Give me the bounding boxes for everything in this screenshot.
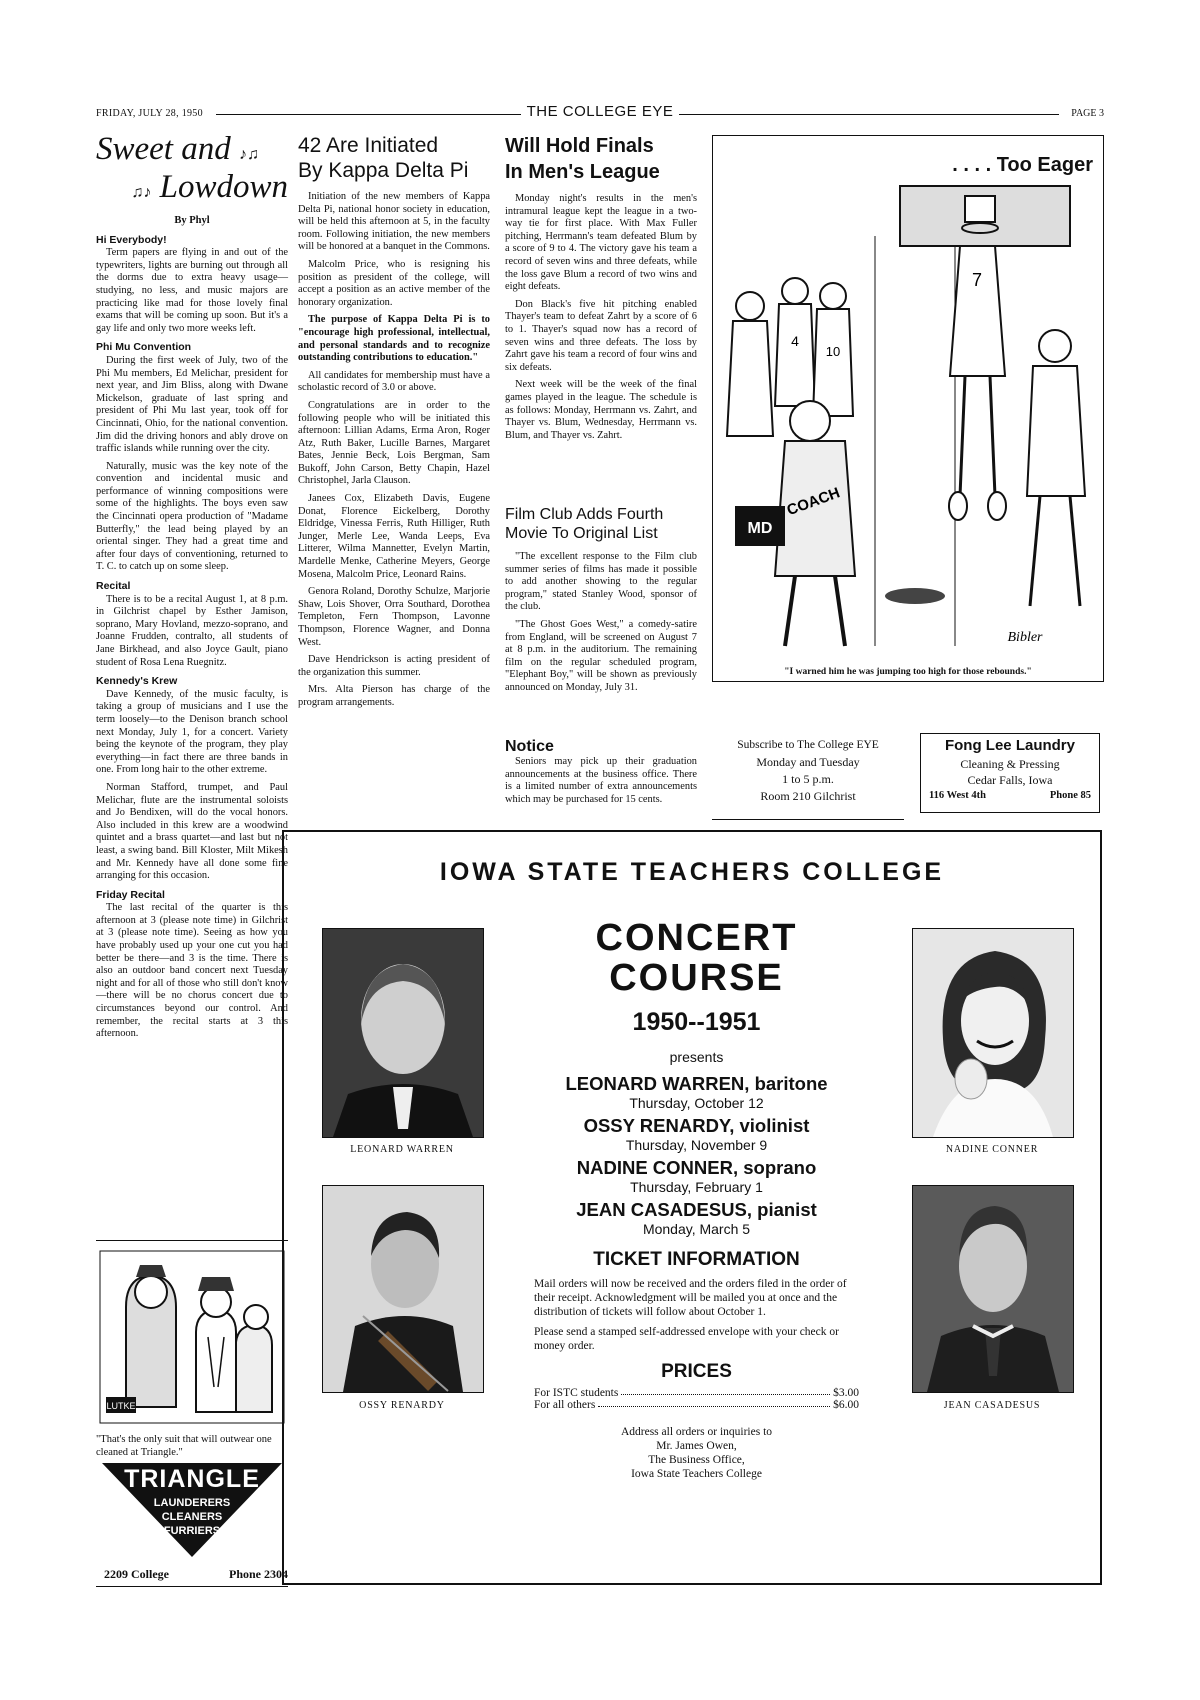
paragraph: Initiation of the new members of Kappa Delta Pi, national honor society in education, will be held this afternoon at 5, in the faculty room. Following initiation, the new members will be honored at a banquet in the Commons. [298, 191, 490, 253]
concert-center-text [514, 832, 879, 1481]
masthead [96, 104, 1104, 124]
paragraph: There is to be a recital August 1, at 8 p.m. in Gilchrist chapel by Esther Jamison, soprano, Mary Hovland, mezzo-soprano, and Joanne Frudden, contralto, all students of Jane Birkhead, and also Joyce Gault, piano student of Rosa Lena Ruegnitz. [96, 593, 288, 668]
portrait-illustration [913, 929, 1073, 1137]
subscribe-line-4: Room 210 Gilchrist [760, 789, 856, 803]
triangle-logo-word: TRIANGLE [124, 1465, 260, 1493]
portrait-illustration [323, 929, 483, 1137]
portrait-illustration [323, 1186, 483, 1392]
sweet-and-lowdown-column [96, 133, 288, 1046]
photo-leonard-warren [322, 928, 484, 1138]
headline: 42 Are Initiated [298, 134, 439, 157]
price-row-others [514, 1399, 879, 1411]
cartoon-panel [712, 135, 1104, 682]
portrait-illustration [913, 1186, 1073, 1392]
triangle-phone: Phone 2304 [228, 1567, 288, 1581]
artist-leonard-warren: LEONARD WARREN, baritone [565, 1073, 828, 1094]
basketball-cartoon [715, 176, 1101, 656]
triangle-line-furriers: FURRIERS [163, 1525, 221, 1537]
paragraph: Malcolm Price, who is resigning his position as president of the college, will accept a position as an active member of the honorary organization. [298, 258, 490, 308]
headline-2: Movie To Original List [505, 525, 658, 542]
price-row-istc [514, 1387, 879, 1399]
paragraph: Genora Roland, Dorothy Schulze, Marjorie Shaw, Lois Shover, Orra Southard, Dorothea Templeton, Fern Thompson, Lavonne Thompson, Florence Wagner, and Donna West. [298, 586, 490, 648]
paragraph: Don Black's five hit pitching enabled Thayer's team to defeat Zahrt by a score of 6 to 1. Thayer's squad now has a record of seven wins and three defeats. The loss by Zahrt gave his team a record of four wins and six defeats. [505, 298, 697, 373]
paragraph: Monday night's results in the men's intramural league kept the league in a two-way tie for first place. With Max Fuller pitching, Herrmann's team defeated Blum by a score of 9 to 4. The victory gave his team a record of seven wins and three defeats, while the loss gave Blum a record of two wins and eight defeats. [505, 193, 697, 293]
cartoon-caption: "I warned him he was jumping too high for those rebounds." [784, 667, 1032, 677]
price-value-others: $6.00 [833, 1399, 859, 1411]
column-title-2: ♫♪ Lowdown [131, 169, 288, 205]
subhead-kennedy: Kennedy's Krew [96, 675, 178, 688]
headline: Will Hold Finals [505, 135, 654, 157]
date-leonard-warren: Thursday, October 12 [629, 1095, 764, 1111]
subhead-phi-mu: Phi Mu Convention [96, 341, 192, 354]
date-ossy-renardy: Thursday, November 9 [625, 1137, 768, 1153]
prices-heading: PRICES [661, 1361, 732, 1382]
column-rule [96, 1586, 288, 1587]
ticket-info-heading: TICKET INFORMATION [593, 1249, 800, 1270]
issue-date: FRIDAY, JULY 28, 1950 [96, 108, 207, 119]
price-label-istc: For ISTC students [534, 1387, 619, 1399]
paragraph: Janees Cox, Elizabeth Davis, Eugene Donat, Florence Eickelberg, Dorothy Eldridge, Vinessa Ferris, Ruth Hilliger, Ruth Junger, Merle Lee, Wanda Leeps, Eva Litterer, Wilma Mannetter, Evelyn Martin, Mardelle Menke, Catherine Meyers, George Mosena, Malcolm Price, Leonard Rains. [298, 493, 490, 580]
kappa-delta-pi-article [298, 133, 490, 715]
artist-nadine-conner: NADINE CONNER, soprano [576, 1157, 817, 1178]
notice-headline: Notice [505, 738, 554, 755]
intro-paragraph: Term papers are flying in and out of the typewriters, lights are burning out through all the dorms due to extra heavy usage—studying, no less, and music majors are practicing like mad for those lovely final exams that will be coming up soon. But it's a gay life and only two more weeks left. [96, 247, 288, 334]
subscribe-line-1: Subscribe to The College EYE [737, 739, 879, 751]
presents-label: presents [669, 1049, 724, 1065]
address-line-4: Iowa State Teachers College [631, 1468, 762, 1480]
headline-2: In Men's League [505, 161, 660, 183]
column-title: Sweet and ♪♫ [96, 131, 259, 167]
photo-nadine-conner [912, 928, 1074, 1138]
concert-title-2: COURSE [609, 957, 784, 999]
paragraph: All candidates for membership must have a scholastic record of 3.0 or above. [298, 369, 490, 394]
fong-lee-city: Cedar Falls, Iowa [967, 773, 1053, 787]
greeting: Hi Everybody! [96, 233, 167, 246]
paragraph: Next week will be the week of the final games played in the league. The schedule is as follows: Monday, Herrmann vs. Zahrt, and Thayer vs. Blum, Wednesday, Herrmann vs. Blum, and Thayer vs. Zahrt. [505, 379, 697, 441]
subhead-friday-recital: Friday Recital [96, 888, 165, 901]
paragraph: Dave Hendrickson is acting president of the organization this summer. [298, 654, 490, 678]
subhead-recital: Recital [96, 580, 131, 593]
fong-lee-phone: Phone 85 [1049, 790, 1091, 801]
price-value-istc: $3.00 [833, 1387, 859, 1399]
triangle-cartoon-illustration [96, 1247, 288, 1427]
address-line-1: Address all orders or inquiries to [620, 1426, 773, 1438]
byline: By Phyl [174, 215, 210, 226]
paragraph: During the first week of July, two of the Phi Mu members, Ed Melichar, president for next year, and Jim Bliss, along with Dwane Mickelson, graduate of last spring and president of Phi Mu last year, took off for Cincinnati, Ohio, for the national convention. Jim did the driving honors and ably drove on traffic islands while running over the city. [96, 354, 288, 455]
doctor-bag-label: MD [747, 520, 773, 537]
paper-name: THE COLLEGE EYE [521, 103, 680, 120]
address-line-3: The Business Office, [648, 1454, 745, 1466]
ticket-info-paragraph-2: Please send a stamped self-addressed envelope with your check or money order. [534, 1326, 839, 1352]
page-number: PAGE 3 [1067, 108, 1104, 119]
concert-course-ad [282, 830, 1102, 1585]
paragraph: The purpose of Kappa Delta Pi is to "encourage high professional, intellectual, and personal standards and to recognize outstanding contributions to education." [298, 314, 490, 364]
date-nadine-conner: Thursday, February 1 [630, 1179, 763, 1195]
film-club-article [505, 505, 697, 700]
paragraph: Mrs. Alta Pierson has charge of the program arrangements. [298, 684, 490, 708]
concert-season: 1950--1951 [632, 1008, 761, 1036]
fong-lee-name: Fong Lee Laundry [944, 737, 1075, 754]
jersey-number-4: 4 [791, 333, 799, 349]
paragraph: Congratulations are in order to the following people who will be initiated this afternoon: Lillian Adams, Erma Aron, Roger Atz, Ruth Baker, Lucille Barnes, Margaret Bates, Jennie Beck, Lois Bergman, Sam Bukoff, John Carson, Betty Chapin, Hazel Christophel, Jarla Clauson. [298, 399, 490, 487]
paragraph: Seniors may pick up their graduation announcements at the business office. There is a limited number of extra announcements which may be purchased for 15 cents. [505, 756, 697, 805]
photo-ossy-renardy [322, 1185, 484, 1393]
caption-nadine-conner: NADINE CONNER [945, 1144, 1039, 1155]
triangle-caption: "That's the only suit that will outwear one cleaned at Triangle." [96, 1434, 272, 1458]
paragraph: "The Ghost Goes West," a comedy-satire from England, will be screened on August 7 at 8 p.m. in the auditorium. The remaining film on the regular scheduled program, "Elephant Boy," will be shown as previously announced on Monday, July 31. [505, 618, 697, 693]
fong-lee-address: 116 West 4th [929, 790, 986, 801]
subscribe-line-3: 1 to 5 p.m. [782, 772, 834, 786]
paragraph: Dave Kennedy, of the music faculty, is taking a group of musicians and I use the term loosely—to the Denison branch school next Monday, July 1, for a concert. Variety being the keynote of the program, they play everything—in fact there are three bands in one. From long hair to the other extreme. [96, 688, 288, 776]
paragraph: "The excellent response to the Film club summer series of films has made it possible to add another showing to the regular program," stated Stanley Wood, sponsor of the club. [505, 551, 697, 613]
cartoon-title: . . . . Too Eager [952, 154, 1093, 176]
headline-2: By Kappa Delta Pi [298, 159, 469, 182]
paragraph: Norman Stafford, trumpet, and Paul Melichar, flute are the instrumental soloists and Jo Bendixen, will do the vocal honors. Also included in this krew are a woodwind quintet and a brass quartet—and last but not least, a swing band. Bill Kloster, Milt Mikesh and Mr. Kennedy have all done some fine arranging for this occasion. [96, 781, 288, 882]
subscribe-line-2: Monday and Tuesday [756, 755, 860, 769]
triangle-address: 2209 College [104, 1567, 169, 1581]
notice-article [505, 737, 697, 811]
paragraph: The last recital of the quarter is this afternoon at 3 (please note time) in Gilchrist at 3 (please note time). Seeing as how you have probably used up your one cut you had better be there—and 3 is the time. There is also an outdoor band concert next Tuesday night and for all of those who still don't know—there will be no chorus concert due to circumstances beyond our control. And remember, the recital starts at 3 this afternoon. [96, 902, 288, 1040]
triangle-logo [102, 1463, 282, 1557]
fong-lee-laundry-ad [920, 733, 1100, 813]
jersey-number-7: 7 [971, 270, 983, 290]
order-address [514, 1425, 879, 1481]
jersey-number-10: 10 [825, 344, 841, 359]
coach-sweater-label: COACH [784, 484, 843, 520]
headline: Film Club Adds Fourth [505, 506, 664, 523]
concert-title-1: CONCERT [595, 917, 798, 959]
address-line-2: Mr. James Owen, [656, 1440, 737, 1452]
date-jean-casadesus: Monday, March 5 [642, 1221, 751, 1237]
subscribe-box [712, 737, 904, 820]
college-name: IOWA STATE TEACHERS COLLEGE [439, 858, 945, 886]
artist-ossy-renardy: OSSY RENARDY, violinist [583, 1115, 810, 1136]
fong-lee-service: Cleaning & Pressing [960, 757, 1060, 771]
cartoonist-signature: Bibler [1007, 630, 1043, 645]
ticket-info-paragraph-1: Mail orders will now be received and the orders filed in the order of their receipt. Acknowledgment will be mailed you at once and the distribution of tickets will follow about October 1. [534, 1278, 847, 1318]
triangle-line-cleaners: CLEANERS [161, 1511, 223, 1523]
photo-jean-casadesus [912, 1185, 1074, 1393]
caption-leonard-warren: LEONARD WARREN [350, 1144, 454, 1155]
paragraph: Naturally, music was the key note of the convention and incidental music and performance of winning compositions were some of the highlights. The boys even saw the Cincinnati opera production of "Madame Butterfly," the lead being played by an oriental singer. They had a great time and after four days of conventioning, returned to T. C. to catch up on some sleep. [96, 460, 288, 573]
artist-jean-casadesus: JEAN CASADESUS, pianist [576, 1199, 817, 1220]
triangle-line-launderers: LAUNDERERS [153, 1497, 231, 1509]
caption-jean-casadesus: JEAN CASADESUS [943, 1400, 1041, 1411]
price-label-others: For all others [534, 1399, 596, 1411]
cartoonist-signature: LUTKE [106, 1401, 136, 1411]
caption-ossy-renardy: OSSY RENARDY [359, 1400, 445, 1411]
triangle-ad [96, 1240, 288, 1586]
mens-league-article [505, 133, 697, 447]
